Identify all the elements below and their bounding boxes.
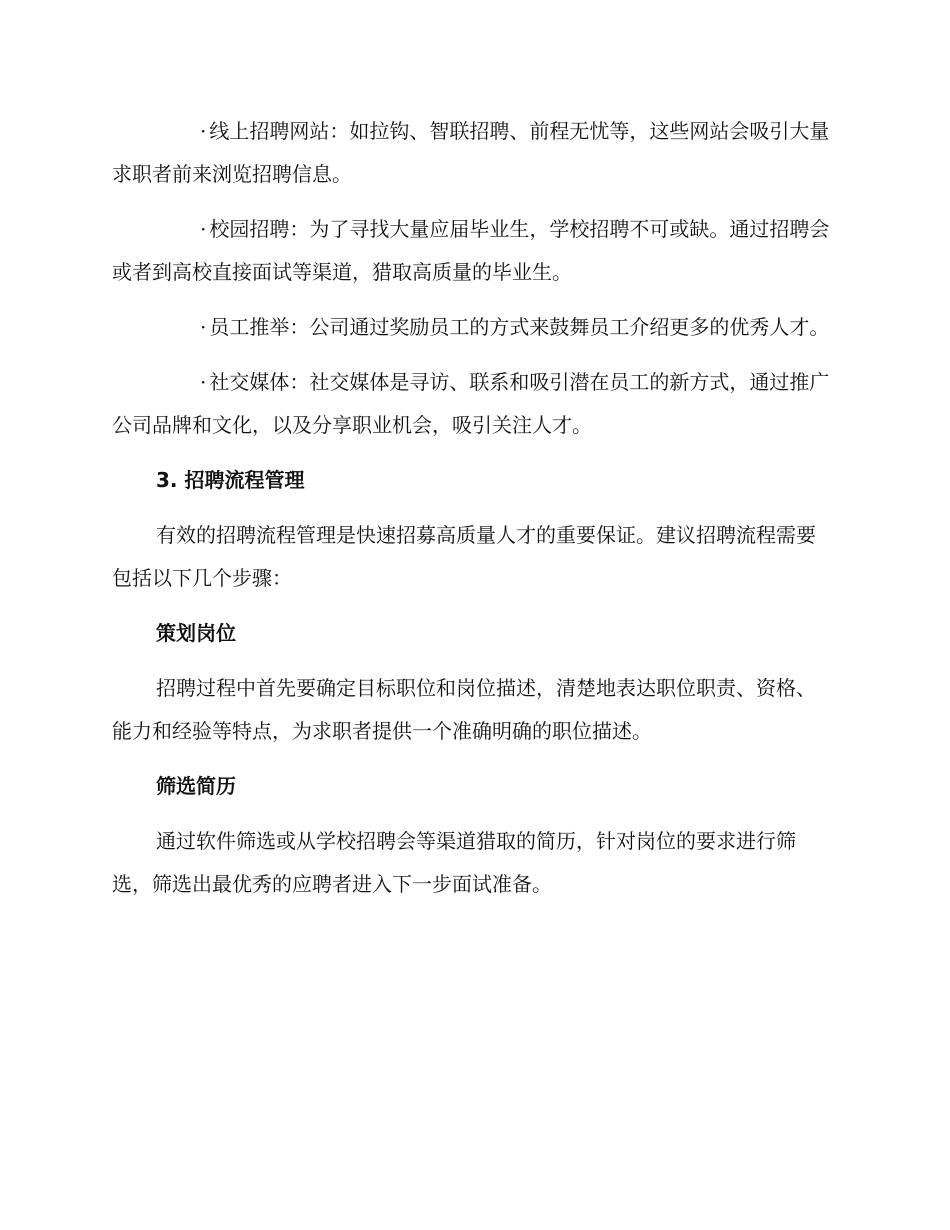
bullet-employee-referral — [112, 306, 834, 349]
bullet-online-sites — [112, 110, 834, 196]
section-heading-recruitment-process: 3. 招聘流程管理 — [156, 468, 305, 492]
bullet-text: 线上招聘网站：如拉钩、智联招聘、前程无忧等，这些网站会吸引大量求职者前来浏览招聘信息。 — [112, 119, 830, 186]
subheading-screen-resumes: 筛选简历 — [156, 774, 236, 798]
document-page — [112, 110, 834, 918]
paragraph-screen-resumes: 通过软件筛选或从学校招聘会等渠道猎取的简历，针对岗位的要求进行筛选，筛选出最优秀的应聘者进入下一步面试准备。 — [112, 829, 796, 896]
bullet-text: 社交媒体：社交媒体是寻访、联系和吸引潜在员工的新方式，通过推广公司品牌和文化，以及分享职业机会，吸引关注人才。 — [112, 370, 830, 437]
section-intro-paragraph: 有效的招聘流程管理是快速招募高质量人才的重要保证。建议招聘流程需要包括以下几个步骤： — [112, 523, 816, 590]
bullet-text: 校园招聘：为了寻找大量应届毕业生，学校招聘不可或缺。通过招聘会或者到高校直接面试等渠道，猎取高质量的毕业生。 — [112, 217, 830, 284]
paragraph-plan-position: 招聘过程中首先要确定目标职位和岗位描述，清楚地表达职位职责、资格、能力和经验等特点，为求职者提供一个准确明确的职位描述。 — [112, 676, 816, 743]
bullet-text: 员工推举：公司通过奖励员工的方式来鼓舞员工介绍更多的优秀人才。 — [209, 315, 830, 339]
bullet-dot: · — [200, 315, 207, 339]
bullet-campus-recruiting — [112, 208, 834, 294]
subheading-plan-position: 策划岗位 — [156, 621, 236, 645]
bullet-dot: · — [200, 217, 207, 241]
bullet-dot: · — [200, 119, 207, 143]
bullet-dot: · — [200, 370, 207, 394]
bullet-social-media — [112, 361, 834, 447]
